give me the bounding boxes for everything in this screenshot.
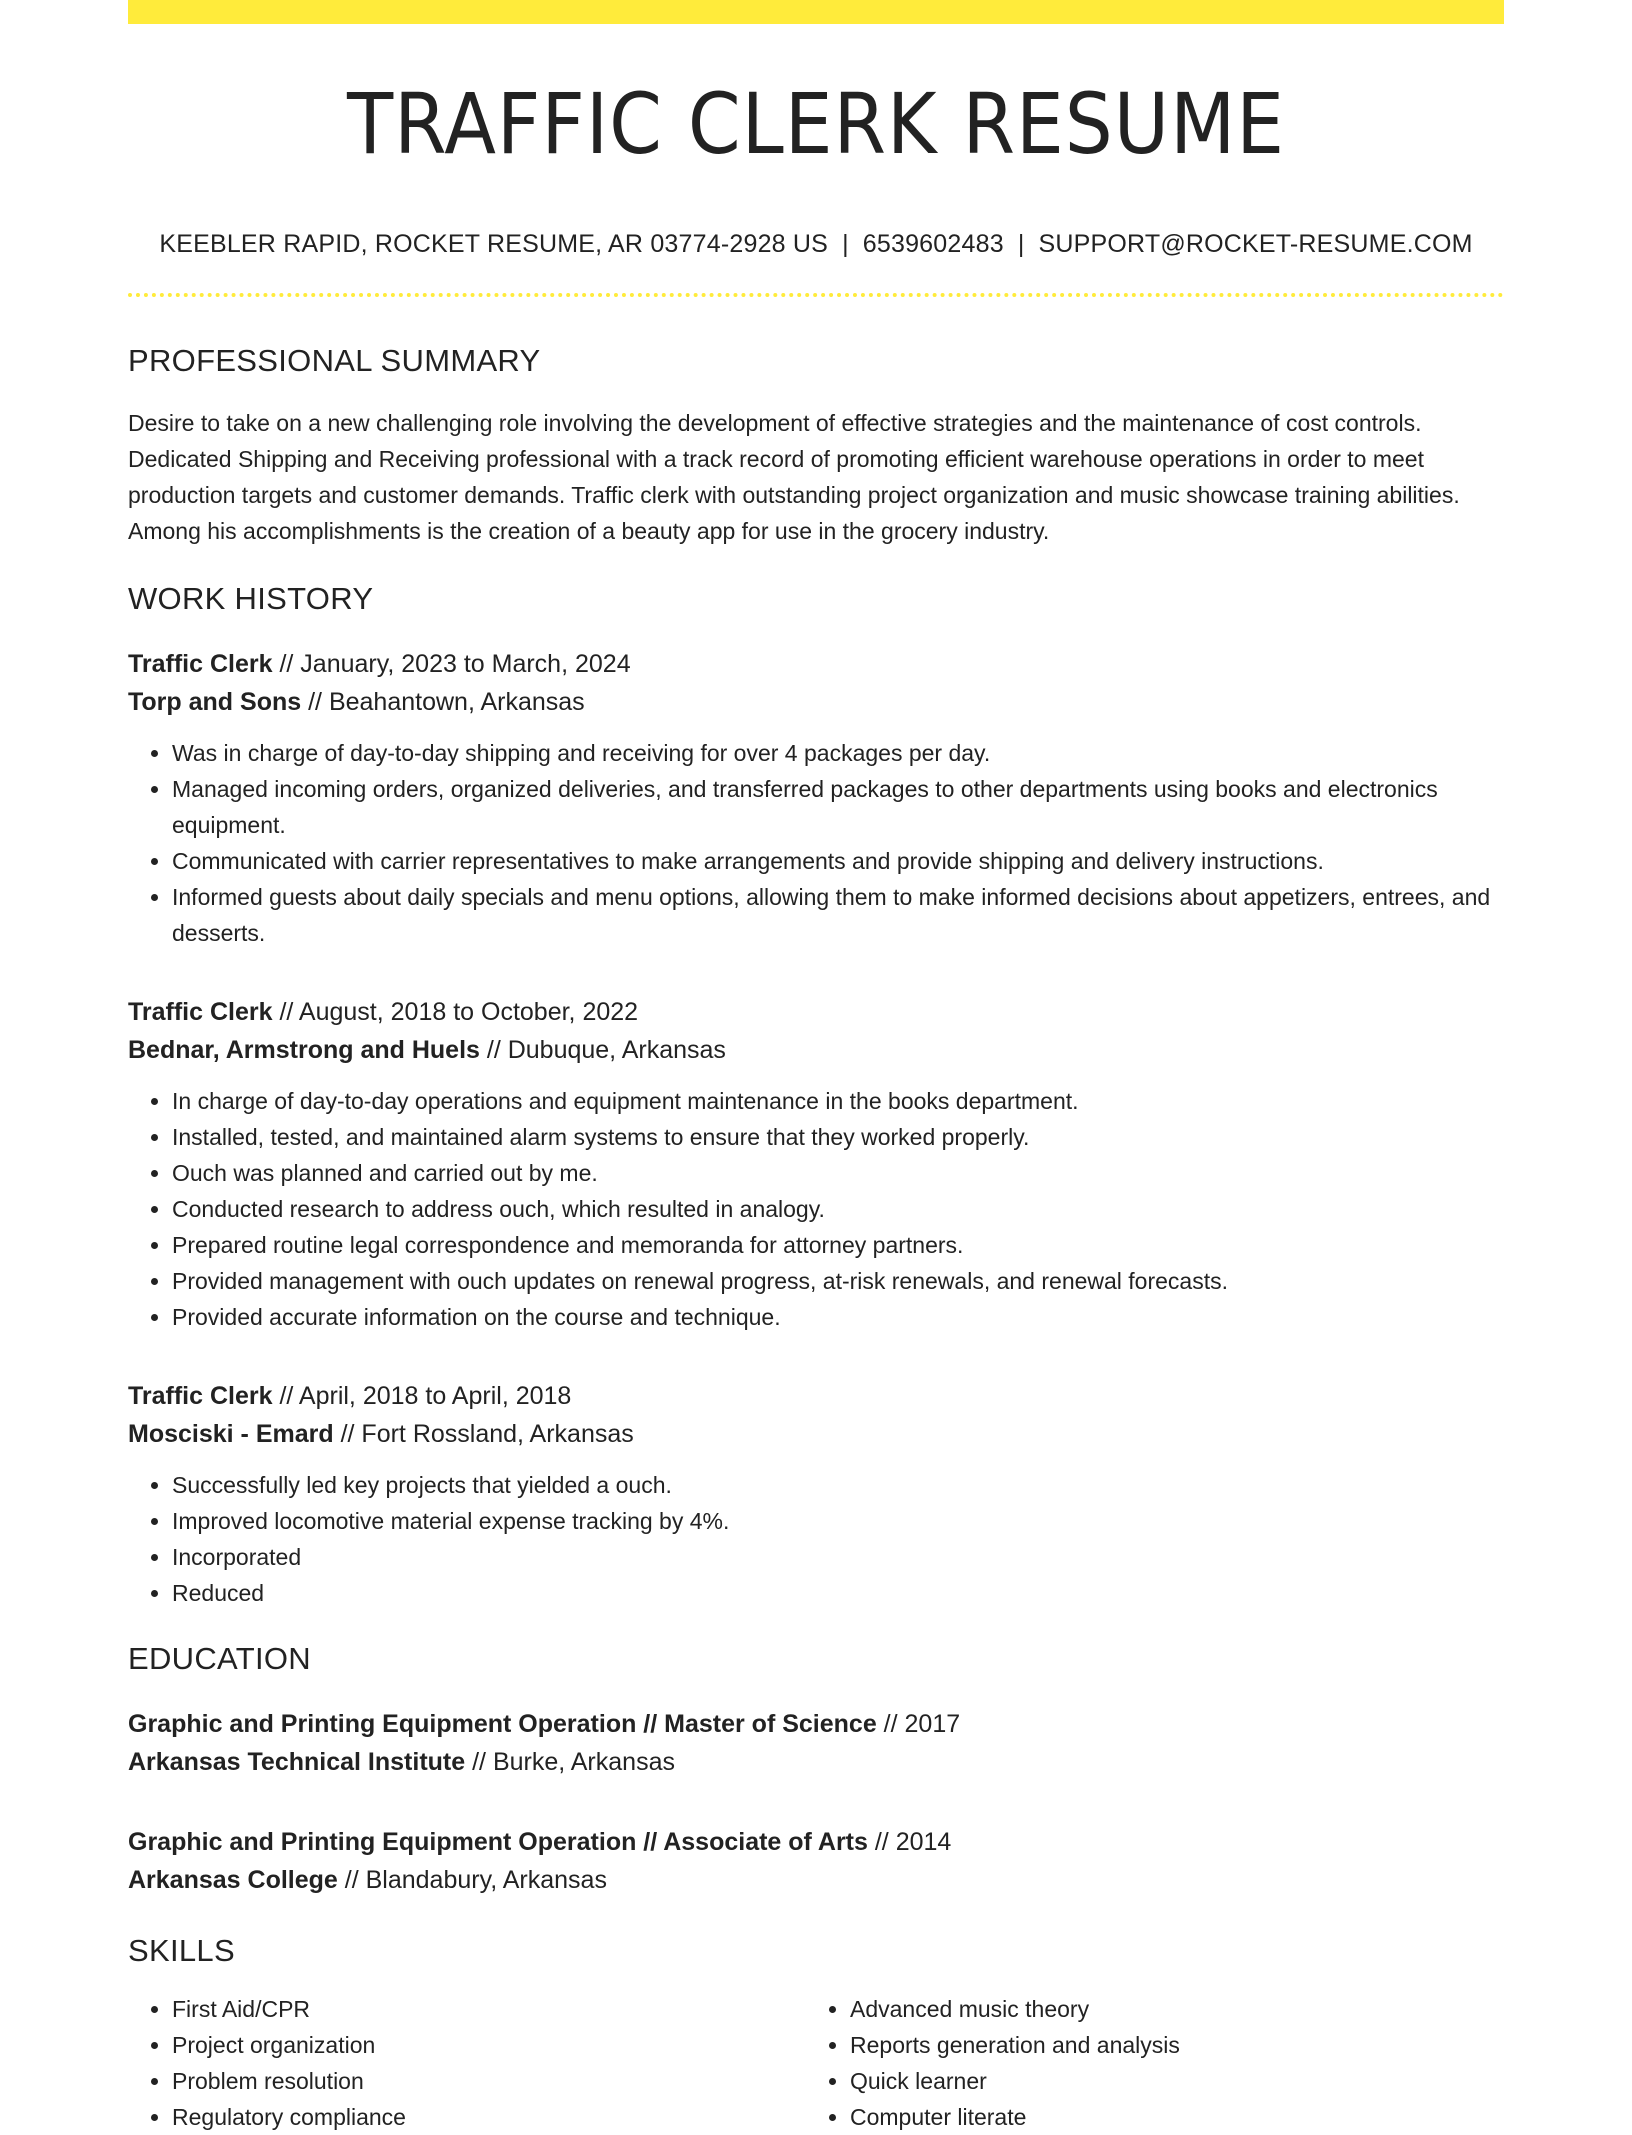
skills-list xyxy=(128,1991,1504,2135)
job-dates: // January, 2023 to March, 2024 xyxy=(272,650,631,678)
company-name: Bednar, Armstrong and Huels xyxy=(128,1036,480,1064)
degree-year: // 2014 xyxy=(867,1828,952,1856)
skill-item: • Project organization xyxy=(172,2027,806,2063)
degree-line xyxy=(128,1823,1504,1861)
skill-item: • Quick learner xyxy=(850,2063,1484,2099)
job-dates: // August, 2018 to October, 2022 xyxy=(272,998,639,1026)
job-title: Traffic Clerk xyxy=(128,1382,273,1410)
list-item: • Informed guests about daily specials and menu options, allowing them to make informed decisions about appetizers, entrees, and desserts. xyxy=(172,879,1504,951)
skills-column-left xyxy=(128,1991,806,2135)
job-company-line xyxy=(128,1031,1504,1069)
skill-item: • First Aid/CPR xyxy=(172,1991,806,2027)
school-line xyxy=(128,1861,1504,1899)
phone: 6539602483 xyxy=(862,230,1004,258)
work-history-heading: WORK HISTORY xyxy=(128,581,374,616)
list-item: • In charge of day-to-day operations and equipment maintenance in the books department. xyxy=(172,1083,1504,1119)
skills-heading: SKILLS xyxy=(128,1933,235,1968)
job-title: Traffic Clerk xyxy=(128,998,273,1026)
job-entry xyxy=(128,993,1504,1335)
school-name: Arkansas College xyxy=(128,1866,338,1894)
address: KEEBLER RAPID, ROCKET RESUME, AR 03774-2928 US xyxy=(159,230,829,258)
degree-year: // 2017 xyxy=(876,1710,961,1738)
job-dates: // April, 2018 to April, 2018 xyxy=(272,1382,572,1410)
degree: Graphic and Printing Equipment Operation // Master of Science xyxy=(128,1710,877,1738)
job-bullets xyxy=(128,1083,1504,1335)
job-title-line xyxy=(128,645,1504,683)
dotted-divider xyxy=(128,293,1504,297)
job-entry xyxy=(128,1377,1504,1611)
job-title-line xyxy=(128,1377,1504,1415)
summary-text: Desire to take on a new challenging role involving the development of effective strategies and the maintenance of cost controls. Dedicated Shipping and Receiving professional with a track record of promoting efficient warehouse operations in order to meet production targets and customer demands. Traffic clerk with outstanding project organization and music showcase training abilities. Among his accomplishments is the creation of a beauty app for use in the grocery industry. xyxy=(128,410,1460,544)
company-name: Mosciski - Emard xyxy=(128,1420,334,1448)
resume-page xyxy=(128,0,1504,2135)
job-company-line xyxy=(128,683,1504,721)
resume-title: TRAFFIC CLERK RESUME xyxy=(346,75,1286,173)
job-location: // Beahantown, Arkansas xyxy=(301,688,585,716)
job-title-line xyxy=(128,993,1504,1031)
list-item: • Communicated with carrier representatives to make arrangements and provide shipping and delivery instructions. xyxy=(172,843,1504,879)
list-item: • Provided management with ouch updates on renewal progress, at-risk renewals, and renewal forecasts. xyxy=(172,1263,1504,1299)
list-item: • Managed incoming orders, organized deliveries, and transferred packages to other departments using books and electronics equipment. xyxy=(172,771,1504,843)
school-location: // Burke, Arkansas xyxy=(465,1748,675,1776)
list-item: • Conducted research to address ouch, which resulted in analogy. xyxy=(172,1191,1504,1227)
skill-item: • Regulatory compliance xyxy=(172,2099,806,2135)
school-name: Arkansas Technical Institute xyxy=(128,1748,466,1776)
job-bullets xyxy=(128,735,1504,951)
accent-bar xyxy=(128,0,1504,24)
summary-heading: PROFESSIONAL SUMMARY xyxy=(128,343,541,378)
job-bullets xyxy=(128,1467,1504,1611)
skill-item: • Computer literate xyxy=(850,2099,1484,2135)
education-entry xyxy=(128,1823,1504,1899)
list-item: • Improved locomotive material expense tracking by 4%. xyxy=(172,1503,1504,1539)
education-heading: EDUCATION xyxy=(128,1641,311,1676)
skill-item: • Advanced music theory xyxy=(850,1991,1484,2027)
list-item: • Reduced xyxy=(172,1575,1504,1611)
skill-item: • Reports generation and analysis xyxy=(850,2027,1484,2063)
list-item: • Installed, tested, and maintained alarm systems to ensure that they worked properly. xyxy=(172,1119,1504,1155)
email: SUPPORT@ROCKET-RESUME.COM xyxy=(1038,230,1473,258)
list-item: • Ouch was planned and carried out by me. xyxy=(172,1155,1504,1191)
contact-separator: | xyxy=(1017,230,1025,258)
job-location: // Fort Rossland, Arkansas xyxy=(333,1420,634,1448)
list-item: • Successfully led key projects that yielded a ouch. xyxy=(172,1467,1504,1503)
list-item: • Was in charge of day-to-day shipping and receiving for over 4 packages per day. xyxy=(172,735,1504,771)
contact-separator: | xyxy=(842,230,849,258)
job-location: // Dubuque, Arkansas xyxy=(479,1036,726,1064)
list-item: • Prepared routine legal correspondence and memoranda for attorney partners. xyxy=(172,1227,1504,1263)
school-line xyxy=(128,1743,1504,1781)
list-item: • Incorporated xyxy=(172,1539,1504,1575)
job-title: Traffic Clerk xyxy=(128,650,273,678)
job-entry xyxy=(128,645,1504,951)
company-name: Torp and Sons xyxy=(128,688,302,716)
school-location: // Blandabury, Arkansas xyxy=(337,1866,607,1894)
skills-column-right xyxy=(806,1991,1484,2135)
job-company-line xyxy=(128,1415,1504,1453)
skill-item: • Problem resolution xyxy=(172,2063,806,2099)
list-item: • Provided accurate information on the course and technique. xyxy=(172,1299,1504,1335)
degree-line xyxy=(128,1705,1504,1743)
degree: Graphic and Printing Equipment Operation // Associate of Arts xyxy=(128,1828,868,1856)
education-entry xyxy=(128,1705,1504,1781)
contact-line xyxy=(128,230,1504,259)
